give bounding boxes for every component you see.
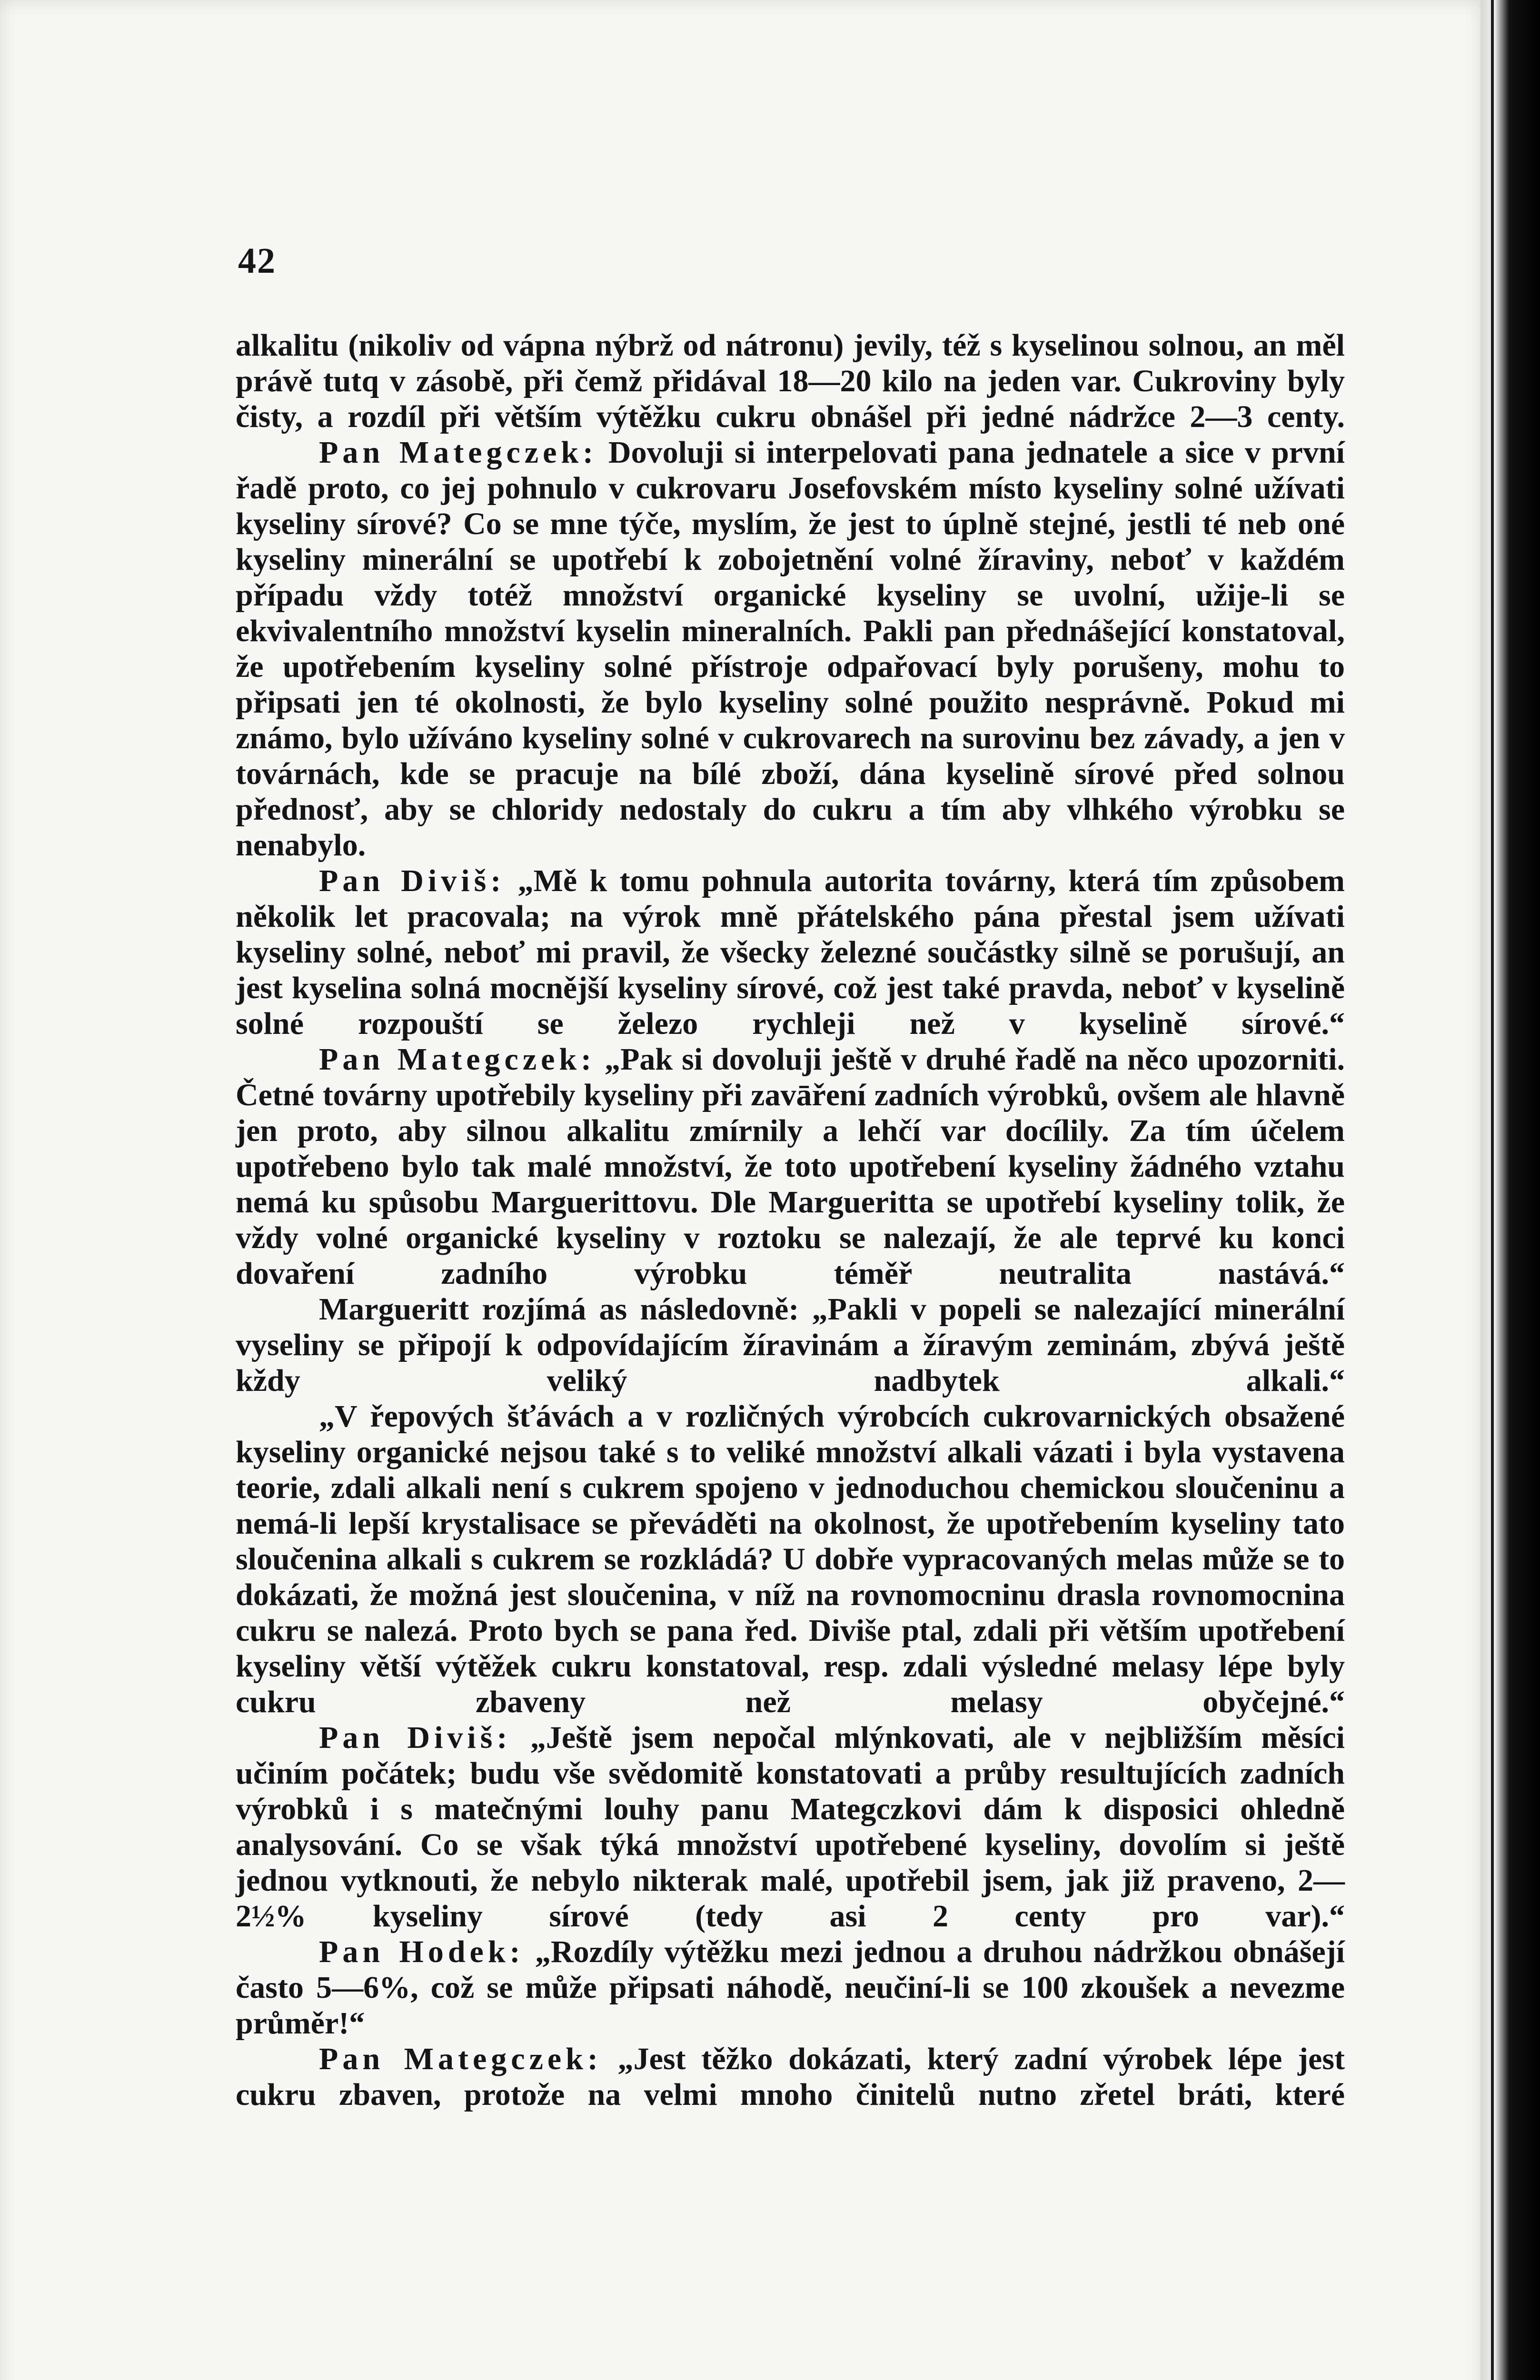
paragraph-text: „Jest těžko dokázati, který zadní výrobek lépe jest cukru zbaven, protože na velmi mnoho činitelů nutno zřetel bráti, které — [236, 2042, 1345, 2112]
page-edge-shadow — [1480, 0, 1540, 2380]
paragraph-text: alkalitu (nikoliv od vápna nýbrž od nátronu) jevily, též s kyselinou solnou, an měl právě tutq v zásobě, při čemž přidával 18—20 kilo na jeden var. Cukroviny byly čisty, a rozdíl při větším výtěžku cukru obnášel při jedné nádržce 2—3 centy. — [236, 328, 1345, 434]
paragraph — [236, 2041, 1345, 2112]
paragraph — [236, 1398, 1345, 1720]
paragraph — [236, 1291, 1345, 1398]
paragraph — [236, 863, 1345, 1041]
paragraph — [236, 1041, 1345, 1291]
paragraph-text: Dovoluji si interpelovati pana jednatele a sice v první řadě proto, co jej pohnulo v cukrovaru Josefovském místo kyseliny solné užívati kyseliny sírové? Co se mne týče, myslím, že jest to úplně stejné, jestli té neb oné kyseliny minerální se upotřebí k zobojetnění volné žíraviny, neboť v každém případu vždy totéž množství organické kyseliny se uvolní, užije-li se ekvivalentního množství kyselin mineralních. Pakli pan přednášející konstatoval, že upotřebením kyseliny solné přístroje odpařovací byly porušeny, mohu to připsati jen té okolnosti, že bylo kyseliny solné použito nesprávně. Pokud mi známo, bylo užíváno kyseliny solné v cukrovarech na surovinu bez závady, a jen v továrnách, kde se pracuje na bílé zboží, dána kyselině sírové před solnou přednosť, aby se chloridy nedostaly do cukru a tím aby vlhkého výrobku se nenabylo. — [236, 435, 1345, 863]
page-number: 42 — [238, 241, 276, 281]
speaker-name: Pan Hodek: — [319, 1934, 525, 1969]
speaker-name: Pan Mategczek: — [319, 435, 598, 470]
paragraph — [236, 435, 1345, 863]
speaker-name: Pan Mategczek: — [319, 2042, 602, 2076]
page-edge-line — [1491, 0, 1494, 2380]
paragraph — [236, 1720, 1345, 1934]
paragraph — [236, 327, 1345, 435]
body-text — [236, 327, 1345, 2112]
paragraph-text: „V řepových šťávách a v rozličných výrobcích cukrovarnických obsažené kyseliny organické nejsou také s to veliké množství alkali vázati i byla vystavena teorie, zdali alkali není s cukrem spojeno v jednoduchou chemickou sloučeninu a nemá-li lepší krystalisace se převáděti na okolnost, že upotřebením kyseliny tato sloučenina alkali s cukrem se rozkládá? U dobře vypracovaných melas může se to dokázati, že možná jest sloučenina, v níž na rovnomocninu drasla rovnomocnina cukru se nalezá. Proto bych se pana řed. Diviše ptal, zdali při větším upotřebení kyseliny větší výtěžek cukru konstatoval, resp. zdali výsledné melasy lépe byly cukru zbaveny než melasy obyčejné.“ — [236, 1399, 1345, 1719]
speaker-name: Pan Diviš: — [319, 1720, 512, 1755]
speaker-name: Pan Mategczek: — [319, 1042, 596, 1077]
paragraph-text: „Ještě jsem nepočal mlýnkovati, ale v nejbližším měsíci učiním počátek; budu vše svědomitě konstatovati a průby resultujících zadních výrobků i s matečnými louhy panu Mategczkovi dám k disposici ohledně analysování. Co se však týká množství upotřebené kyseliny, dovolím si ještě jednou vytknouti, že nebylo nikterak malé, upotřebil jsem, jak již praveno, 2—2½% kyseliny sírové (tedy asi 2 centy pro var).“ — [236, 1720, 1345, 1934]
speaker-name: Pan Diviš: — [319, 863, 506, 898]
paragraph-text: „Rozdíly výtěžku mezi jednou a druhou nádržkou obnášejí často 5—6%, což se může připsati náhodě, neučiní-li se 100 zkoušek a nevezme průměr!“ — [236, 1934, 1345, 2041]
paragraph-text: Margueritt rozjímá as následovně: „Pakli v popeli se nalezající minerální vyseliny se připojí k odpovídajícím žíravinám a žíravým zeminám, zbývá ještě kždy veliký nadbytek alkali.“ — [236, 1292, 1345, 1398]
paragraph — [236, 1934, 1345, 2041]
paragraph-text: „Pak si dovoluji ještě v druhé řadě na něco upozorniti. Četné továrny upotřebily kyseliny při zavāření zadních výrobků, ovšem ale hlavně jen proto, aby silnou alkalitu zmírnily a lehčí var docílily. Za tím účelem upotřebeno bylo tak malé množství, že toto upotřebení kyseliny žádného vztahu nemá ku spůsobu Marguerittovu. Dle Margueritta se upotřebí kyseliny tolik, že vždy volné organické kyseliny v roztoku se nalezají, že ale teprvé ku konci dovaření zadního výrobku téměř neutralita nastává.“ — [236, 1042, 1345, 1291]
paragraph-text: „Mě k tomu pohnula autorita továrny, která tím způsobem několik let pracovala; na výrok mně přátelského pána přestal jsem užívati kyseliny solné, neboť mi pravil, že všecky železné součástky silně se porušují, an jest kyselina solná mocnější kyseliny sírové, což jest také pravda, neboť v kyselině solné rozpouští se železo rychleji než v kyselině sírové.“ — [236, 863, 1345, 1041]
